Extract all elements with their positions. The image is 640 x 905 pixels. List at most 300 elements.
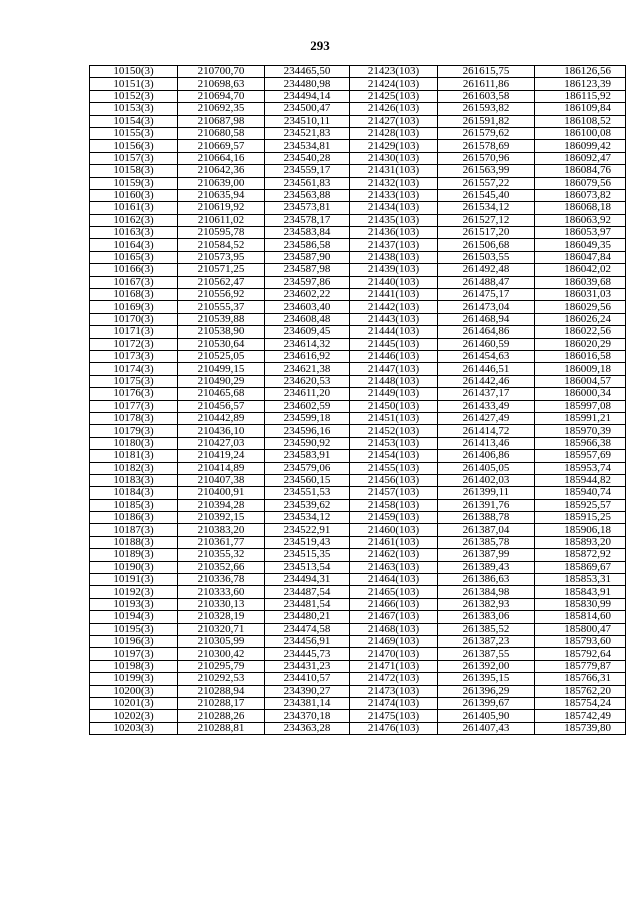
table-cell: 210333,60: [178, 586, 265, 598]
table-cell: 21466(103): [350, 598, 438, 610]
table-cell: 185872,92: [535, 549, 626, 561]
table-row: [90, 313, 626, 325]
table-cell: 234431,23: [265, 660, 350, 672]
table-cell: 234599,18: [265, 412, 350, 424]
table-cell: 21474(103): [350, 697, 438, 709]
table-cell: 261387,55: [438, 648, 535, 660]
table-cell: 210694,70: [178, 90, 265, 102]
table-cell: 10157(3): [90, 152, 178, 164]
table-cell: 210336,78: [178, 574, 265, 586]
table-cell: 21451(103): [350, 412, 438, 424]
table-cell: 10163(3): [90, 227, 178, 239]
table-cell: 234522,91: [265, 524, 350, 536]
table-cell: 234583,84: [265, 227, 350, 239]
table-cell: 261517,20: [438, 227, 535, 239]
table-cell: 261427,49: [438, 412, 535, 424]
table-cell: 234487,54: [265, 586, 350, 598]
table-cell: 210355,32: [178, 549, 265, 561]
table-cell: 234602,22: [265, 289, 350, 301]
table-cell: 210442,89: [178, 412, 265, 424]
table-cell: 234521,83: [265, 127, 350, 139]
table-cell: 185953,74: [535, 462, 626, 474]
table-cell: 10199(3): [90, 673, 178, 685]
table-cell: 185906,18: [535, 524, 626, 536]
table-row: [90, 165, 626, 177]
table-cell: 234510,11: [265, 115, 350, 127]
table-cell: 210288,81: [178, 722, 265, 734]
table-cell: 21473(103): [350, 685, 438, 697]
table-row: [90, 722, 626, 734]
table-cell: 234519,43: [265, 536, 350, 548]
table-row: [90, 697, 626, 709]
table-row: [90, 375, 626, 387]
table-cell: 186031,03: [535, 289, 626, 301]
table-row: [90, 264, 626, 276]
table-row: [90, 127, 626, 139]
table-cell: 261615,75: [438, 66, 535, 78]
table-row: [90, 487, 626, 499]
table-cell: 234614,32: [265, 338, 350, 350]
table-cell: 210288,17: [178, 697, 265, 709]
table-cell: 21441(103): [350, 289, 438, 301]
table-cell: 10169(3): [90, 301, 178, 313]
table-cell: 186123,39: [535, 78, 626, 90]
table-cell: 186042,02: [535, 264, 626, 276]
table-cell: 234603,40: [265, 301, 350, 313]
table-row: [90, 78, 626, 90]
table-cell: 261503,55: [438, 251, 535, 263]
table-cell: 234559,17: [265, 165, 350, 177]
table-cell: 261384,98: [438, 586, 535, 598]
table-cell: 210680,58: [178, 127, 265, 139]
table-cell: 210556,92: [178, 289, 265, 301]
table-cell: 210400,91: [178, 487, 265, 499]
table-cell: 10182(3): [90, 462, 178, 474]
table-cell: 10165(3): [90, 251, 178, 263]
table-cell: 261392,00: [438, 660, 535, 672]
table-cell: 185957,69: [535, 450, 626, 462]
table-cell: 261405,05: [438, 462, 535, 474]
table-cell: 10166(3): [90, 264, 178, 276]
table-cell: 261406,86: [438, 450, 535, 462]
table-cell: 261385,78: [438, 536, 535, 548]
table-cell: 21469(103): [350, 635, 438, 647]
table-cell: 210300,42: [178, 648, 265, 660]
table-cell: 261383,06: [438, 611, 535, 623]
table-cell: 185853,31: [535, 574, 626, 586]
table-cell: 186053,97: [535, 227, 626, 239]
table-cell: 234534,12: [265, 512, 350, 524]
table-cell: 210288,26: [178, 710, 265, 722]
table-cell: 261446,51: [438, 363, 535, 375]
table-cell: 21429(103): [350, 140, 438, 152]
table-cell: 10176(3): [90, 388, 178, 400]
table-cell: 210584,52: [178, 239, 265, 251]
table-cell: 21447(103): [350, 363, 438, 375]
table-cell: 234445,73: [265, 648, 350, 660]
table-cell: 10179(3): [90, 425, 178, 437]
table-cell: 186029,56: [535, 301, 626, 313]
table-cell: 10190(3): [90, 561, 178, 573]
table-cell: 234481,54: [265, 598, 350, 610]
table-cell: 234381,14: [265, 697, 350, 709]
table-row: [90, 685, 626, 697]
table-cell: 261389,43: [438, 561, 535, 573]
table-cell: 21475(103): [350, 710, 438, 722]
table-row: [90, 499, 626, 511]
table-cell: 10156(3): [90, 140, 178, 152]
table-cell: 21433(103): [350, 189, 438, 201]
table-cell: 21461(103): [350, 536, 438, 548]
table-cell: 234465,50: [265, 66, 350, 78]
table-cell: 21471(103): [350, 660, 438, 672]
table-cell: 210611,02: [178, 214, 265, 226]
table-cell: 234363,28: [265, 722, 350, 734]
table-cell: 234515,35: [265, 549, 350, 561]
table-cell: 21426(103): [350, 103, 438, 115]
table-cell: 21454(103): [350, 450, 438, 462]
table-cell: 10187(3): [90, 524, 178, 536]
table-cell: 21453(103): [350, 437, 438, 449]
table-row: [90, 598, 626, 610]
table-cell: 261391,76: [438, 499, 535, 511]
table-cell: 185893,20: [535, 536, 626, 548]
table-row: [90, 177, 626, 189]
table-cell: 210687,98: [178, 115, 265, 127]
table-cell: 186109,84: [535, 103, 626, 115]
table-cell: 186084,76: [535, 165, 626, 177]
table-row: [90, 338, 626, 350]
table-row: [90, 536, 626, 548]
table-cell: 234587,98: [265, 264, 350, 276]
table-cell: 210539,88: [178, 313, 265, 325]
table-cell: 234494,14: [265, 90, 350, 102]
table-cell: 210427,03: [178, 437, 265, 449]
table-cell: 10174(3): [90, 363, 178, 375]
table-cell: 261468,94: [438, 313, 535, 325]
table-cell: 210414,89: [178, 462, 265, 474]
table-cell: 261437,17: [438, 388, 535, 400]
table-cell: 210664,16: [178, 152, 265, 164]
table-cell: 10198(3): [90, 660, 178, 672]
table-cell: 10195(3): [90, 623, 178, 635]
table-cell: 186004,57: [535, 375, 626, 387]
table-cell: 10201(3): [90, 697, 178, 709]
table-row: [90, 239, 626, 251]
table-cell: 185739,80: [535, 722, 626, 734]
table-cell: 10164(3): [90, 239, 178, 251]
table-cell: 234480,98: [265, 78, 350, 90]
table-cell: 186039,68: [535, 276, 626, 288]
table-cell: 10191(3): [90, 574, 178, 586]
table-cell: 185779,87: [535, 660, 626, 672]
table-cell: 10168(3): [90, 289, 178, 301]
table-row: [90, 400, 626, 412]
table-cell: 21424(103): [350, 78, 438, 90]
table-cell: 186063,92: [535, 214, 626, 226]
table-row: [90, 437, 626, 449]
table-cell: 261473,04: [438, 301, 535, 313]
table-cell: 10171(3): [90, 326, 178, 338]
table-cell: 261433,49: [438, 400, 535, 412]
table-cell: 10154(3): [90, 115, 178, 127]
table-cell: 210383,20: [178, 524, 265, 536]
table-cell: 234370,18: [265, 710, 350, 722]
table-cell: 210573,95: [178, 251, 265, 263]
table-cell: 210571,25: [178, 264, 265, 276]
table-cell: 21444(103): [350, 326, 438, 338]
table-row: [90, 202, 626, 214]
table-cell: 10181(3): [90, 450, 178, 462]
table-cell: 210669,57: [178, 140, 265, 152]
table-cell: 185915,25: [535, 512, 626, 524]
table-cell: 261399,11: [438, 487, 535, 499]
table-cell: 186000,34: [535, 388, 626, 400]
table-cell: 21438(103): [350, 251, 438, 263]
table-cell: 21443(103): [350, 313, 438, 325]
table-cell: 10159(3): [90, 177, 178, 189]
table-cell: 261413,46: [438, 437, 535, 449]
table-cell: 210407,38: [178, 474, 265, 486]
table-cell: 185966,38: [535, 437, 626, 449]
table-cell: 21470(103): [350, 648, 438, 660]
table-cell: 186068,18: [535, 202, 626, 214]
table-cell: 10189(3): [90, 549, 178, 561]
table-cell: 10197(3): [90, 648, 178, 660]
table-cell: 21436(103): [350, 227, 438, 239]
table-row: [90, 251, 626, 263]
table-row: [90, 326, 626, 338]
table-cell: 186126,56: [535, 66, 626, 78]
table-cell: 21457(103): [350, 487, 438, 499]
table-cell: 186016,58: [535, 350, 626, 362]
table-cell: 21450(103): [350, 400, 438, 412]
table-cell: 10193(3): [90, 598, 178, 610]
table-cell: 261488,47: [438, 276, 535, 288]
table-cell: 234390,27: [265, 685, 350, 697]
table-cell: 21448(103): [350, 375, 438, 387]
table-row: [90, 586, 626, 598]
table-cell: 234573,81: [265, 202, 350, 214]
table-cell: 261557,22: [438, 177, 535, 189]
table-cell: 234456,91: [265, 635, 350, 647]
table-row: [90, 388, 626, 400]
table-cell: 261402,03: [438, 474, 535, 486]
table-cell: 261611,86: [438, 78, 535, 90]
table-row: [90, 425, 626, 437]
table-cell: 210619,92: [178, 202, 265, 214]
table-cell: 210490,29: [178, 375, 265, 387]
table-cell: 210465,68: [178, 388, 265, 400]
table-cell: 185991,21: [535, 412, 626, 424]
table-cell: 210555,37: [178, 301, 265, 313]
table-row: [90, 660, 626, 672]
table-row: [90, 227, 626, 239]
table-row: [90, 450, 626, 462]
table-cell: 210530,64: [178, 338, 265, 350]
table-row: [90, 462, 626, 474]
table-cell: 21455(103): [350, 462, 438, 474]
table-cell: 21459(103): [350, 512, 438, 524]
table-cell: 21434(103): [350, 202, 438, 214]
table-cell: 234500,47: [265, 103, 350, 115]
table-cell: 186022,56: [535, 326, 626, 338]
table-cell: 210392,15: [178, 512, 265, 524]
table-cell: 186092,47: [535, 152, 626, 164]
table-cell: 185766,31: [535, 673, 626, 685]
table-cell: 261407,43: [438, 722, 535, 734]
table-cell: 21442(103): [350, 301, 438, 313]
table-cell: 210538,90: [178, 326, 265, 338]
table-cell: 261382,93: [438, 598, 535, 610]
table-cell: 10184(3): [90, 487, 178, 499]
table-cell: 210295,79: [178, 660, 265, 672]
table-cell: 210525,05: [178, 350, 265, 362]
table-cell: 261388,78: [438, 512, 535, 524]
table-cell: 185762,20: [535, 685, 626, 697]
table-cell: 234590,92: [265, 437, 350, 449]
table-cell: 10178(3): [90, 412, 178, 424]
table-cell: 234579,06: [265, 462, 350, 474]
table-cell: 261506,68: [438, 239, 535, 251]
table-cell: 261386,63: [438, 574, 535, 586]
table-cell: 234621,38: [265, 363, 350, 375]
table-cell: 21465(103): [350, 586, 438, 598]
table-row: [90, 474, 626, 486]
table-row: [90, 512, 626, 524]
table-cell: 10175(3): [90, 375, 178, 387]
table-cell: 10170(3): [90, 313, 178, 325]
table-row: [90, 524, 626, 536]
table-cell: 21440(103): [350, 276, 438, 288]
table-cell: 210320,71: [178, 623, 265, 635]
table-row: [90, 574, 626, 586]
table-row: [90, 635, 626, 647]
table-cell: 185792,64: [535, 648, 626, 660]
table-cell: 261464,86: [438, 326, 535, 338]
table-cell: 185869,67: [535, 561, 626, 573]
table-row: [90, 140, 626, 152]
table-cell: 234602,59: [265, 400, 350, 412]
table-cell: 185970,39: [535, 425, 626, 437]
table-cell: 261387,99: [438, 549, 535, 561]
table-cell: 21437(103): [350, 239, 438, 251]
table-cell: 10202(3): [90, 710, 178, 722]
table-cell: 261387,04: [438, 524, 535, 536]
table-cell: 21462(103): [350, 549, 438, 561]
table-row: [90, 115, 626, 127]
table-cell: 186047,84: [535, 251, 626, 263]
table-cell: 234586,58: [265, 239, 350, 251]
coordinates-table-body: [90, 66, 626, 735]
table-cell: 10194(3): [90, 611, 178, 623]
table-cell: 261593,82: [438, 103, 535, 115]
table-cell: 261387,23: [438, 635, 535, 647]
table-cell: 210698,63: [178, 78, 265, 90]
table-cell: 234513,54: [265, 561, 350, 573]
table-cell: 234561,83: [265, 177, 350, 189]
table-cell: 10152(3): [90, 90, 178, 102]
table-cell: 21476(103): [350, 722, 438, 734]
table-cell: 234583,91: [265, 450, 350, 462]
table-row: [90, 710, 626, 722]
table-cell: 10150(3): [90, 66, 178, 78]
page-number: 293: [310, 38, 330, 53]
table-cell: 261545,40: [438, 189, 535, 201]
table-row: [90, 412, 626, 424]
table-cell: 261534,12: [438, 202, 535, 214]
table-cell: 10151(3): [90, 78, 178, 90]
table-cell: 210642,36: [178, 165, 265, 177]
table-cell: 234608,48: [265, 313, 350, 325]
table-cell: 185925,57: [535, 499, 626, 511]
table-row: [90, 214, 626, 226]
table-cell: 210361,77: [178, 536, 265, 548]
table-cell: 234534,81: [265, 140, 350, 152]
table-cell: 234563,88: [265, 189, 350, 201]
table-cell: 186100,08: [535, 127, 626, 139]
table-cell: 234410,57: [265, 673, 350, 685]
table-cell: 234611,20: [265, 388, 350, 400]
table-cell: 234560,15: [265, 474, 350, 486]
table-row: [90, 549, 626, 561]
table-cell: 10192(3): [90, 586, 178, 598]
table-cell: 210330,13: [178, 598, 265, 610]
table-cell: 210394,28: [178, 499, 265, 511]
table-cell: 261385,52: [438, 623, 535, 635]
table-cell: 21432(103): [350, 177, 438, 189]
table-cell: 185814,60: [535, 611, 626, 623]
table-cell: 210419,24: [178, 450, 265, 462]
table-cell: 234474,58: [265, 623, 350, 635]
table-cell: 210562,47: [178, 276, 265, 288]
table-cell: 185793,60: [535, 635, 626, 647]
table-cell: 10183(3): [90, 474, 178, 486]
table-cell: 10180(3): [90, 437, 178, 449]
table-cell: 234587,90: [265, 251, 350, 263]
table-cell: 185940,74: [535, 487, 626, 499]
table-cell: 234616,92: [265, 350, 350, 362]
table-cell: 210456,57: [178, 400, 265, 412]
table-cell: 186049,35: [535, 239, 626, 251]
table-cell: 234578,17: [265, 214, 350, 226]
table-cell: 261579,62: [438, 127, 535, 139]
table-cell: 10155(3): [90, 127, 178, 139]
table-cell: 261603,58: [438, 90, 535, 102]
table-cell: 21446(103): [350, 350, 438, 362]
table-cell: 261405,90: [438, 710, 535, 722]
table-cell: 21445(103): [350, 338, 438, 350]
table-cell: 210292,53: [178, 673, 265, 685]
table-cell: 261395,15: [438, 673, 535, 685]
table-cell: 10177(3): [90, 400, 178, 412]
table-cell: 185843,91: [535, 586, 626, 598]
table-cell: 10196(3): [90, 635, 178, 647]
table-cell: 261475,17: [438, 289, 535, 301]
table-cell: 21449(103): [350, 388, 438, 400]
table-row: [90, 673, 626, 685]
table-cell: 210288,94: [178, 685, 265, 697]
table-cell: 186020,29: [535, 338, 626, 350]
table-cell: 186073,82: [535, 189, 626, 201]
table-cell: 234620,53: [265, 375, 350, 387]
table-cell: 185830,99: [535, 598, 626, 610]
table-cell: 21430(103): [350, 152, 438, 164]
table-cell: 234597,86: [265, 276, 350, 288]
table-row: [90, 363, 626, 375]
table-row: [90, 66, 626, 78]
table-cell: 185754,24: [535, 697, 626, 709]
